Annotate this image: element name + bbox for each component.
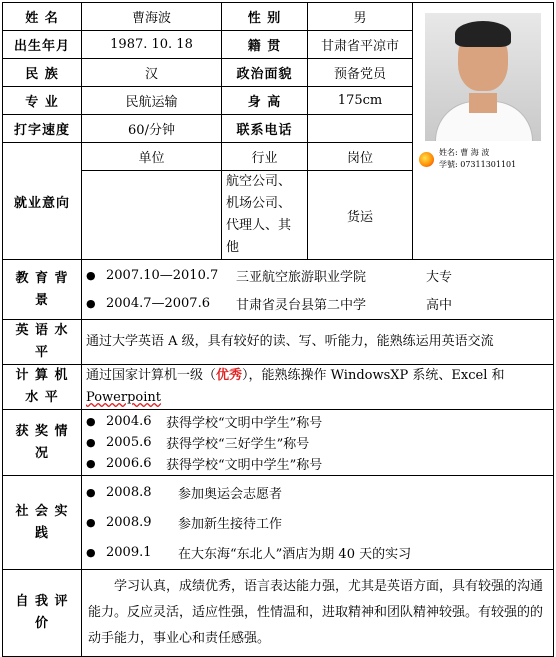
height-label: 身 高 (222, 87, 308, 115)
bullet-icon: ● (86, 436, 96, 449)
self-eval-label: 自 我 评 价 (3, 570, 82, 657)
awards-label: 获 奖 情 况 (3, 410, 82, 476)
english-value: 通过大学英语 A 级，具有较好的读、写、听能力，能熟练运用英语交流 (82, 320, 554, 365)
award-item: ● 2004.6 获得学校“文明中学生”称号 (86, 414, 323, 431)
industry-label: 行业 (222, 143, 308, 171)
bullet-icon: ● (86, 486, 96, 499)
education-list (86, 262, 549, 318)
resume-table (2, 2, 554, 657)
typing-label: 打字速度 (3, 115, 82, 143)
practice-cell (82, 476, 554, 570)
practice-item: ● 2008.8 参加奥运会志愿者 (86, 485, 283, 502)
origin-label: 籍 贯 (222, 31, 308, 59)
practice-list (86, 478, 549, 568)
bullet-icon: ● (86, 269, 96, 282)
major-label: 专 业 (3, 87, 82, 115)
practice-label: 社 会 实 践 (3, 476, 82, 570)
name-label: 姓 名 (3, 3, 82, 31)
position-label: 岗位 (308, 143, 413, 171)
school-logo-icon (419, 152, 434, 167)
phone-value (308, 115, 413, 143)
ethnic-label: 民 族 (3, 59, 82, 87)
political-value: 预备党员 (308, 59, 413, 87)
bullet-icon: ● (86, 546, 96, 559)
birth-label: 出生年月 (3, 31, 82, 59)
profile-photo (425, 13, 541, 141)
phone-label: 联系电话 (222, 115, 308, 143)
education-label: 教 育 背 景 (3, 260, 82, 320)
photo-student-id: 学號: 07311301101 (439, 160, 517, 169)
job-intention-label: 就业意向 (3, 143, 82, 260)
award-item: ● 2005.6 获得学校“三好学生”称号 (86, 435, 310, 452)
photo-name: 姓名: 曹 海 波 (439, 148, 490, 157)
origin-value: 甘肃省平凉市 (308, 31, 413, 59)
self-eval-value: 学习认真，成绩优秀，语言表达能力强，尤其是英语方面，具有较强的沟通能力。反应灵活，适应性强，性情温和，进取精神和团队精神较强。有较强的的动手能力，事业心和责任感强。 (82, 570, 554, 657)
industry-value: 航空公司、机场公司、代理人、其他 (222, 171, 308, 260)
unit-value (82, 171, 222, 260)
awards-list (86, 411, 549, 474)
awards-cell (82, 410, 554, 476)
bullet-icon: ● (86, 457, 96, 470)
education-item: ● 2007.10—2010.7 三亚航空旅游职业学院 大专 (86, 268, 453, 285)
practice-item: ● 2008.9 参加新生接待工作 (86, 515, 283, 532)
computer-label: 计 算 机 水 平 (3, 365, 82, 410)
birth-value: 1987. 10. 18 (82, 31, 222, 59)
bullet-icon: ● (86, 516, 96, 529)
photo-caption (419, 147, 551, 171)
award-item: ● 2006.6 获得学校“文明中学生”称号 (86, 456, 323, 473)
practice-item: ● 2009.1 在大东海“东北人”酒店为期 40 天的实习 (86, 545, 412, 562)
photo-cell (413, 3, 554, 260)
english-label: 英 语 水 平 (3, 320, 82, 365)
major-value: 民航运输 (82, 87, 222, 115)
position-value: 货运 (308, 171, 413, 260)
education-cell (82, 260, 554, 320)
typing-value: 60/分钟 (82, 115, 222, 143)
name-value: 曹海波 (82, 3, 222, 31)
bullet-icon: ● (86, 415, 96, 428)
ethnic-value: 汉 (82, 59, 222, 87)
bullet-icon: ● (86, 297, 96, 310)
political-label: 政治面貌 (222, 59, 308, 87)
unit-label: 单位 (82, 143, 222, 171)
computer-value: 通过国家计算机一级（优秀），能熟练操作 WindowsXP 系统、Excel 和 Powerpoint (82, 365, 554, 410)
education-item: ● 2004.7—2007.6 甘肃省灵台县第二中学 高中 (86, 296, 453, 313)
height-value: 175cm (308, 87, 413, 115)
gender-label: 性 别 (222, 3, 308, 31)
gender-value: 男 (308, 3, 413, 31)
